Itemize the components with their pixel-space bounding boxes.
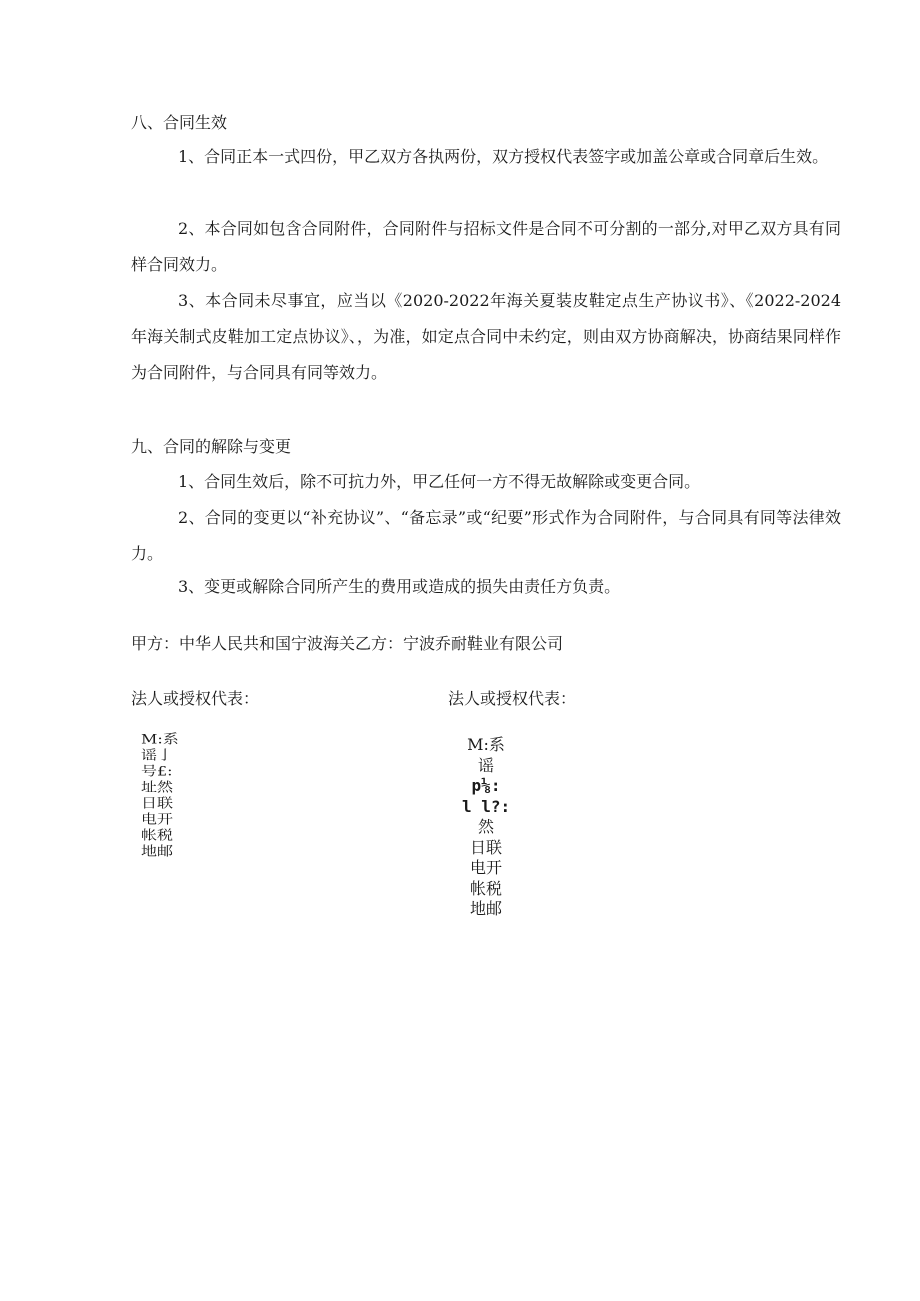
section9-item-1: 1、合同生效后，除不可抗力外，甲乙任何一方不得无故解除或变更合同。 bbox=[178, 472, 701, 491]
party-b-info-line: M:系 bbox=[467, 735, 505, 754]
party-b-info-line: 电开 bbox=[469, 858, 502, 877]
section8-item-2: 2、本合同如包含合同附件，合同附件与招标文件是合同不可分割的一部分,对甲乙双方具有同样合同效力。 bbox=[131, 219, 841, 274]
party-a-info-line: 谣亅 bbox=[141, 747, 174, 763]
section8-item-3: 3、本合同未尽事宜，应当以《2020-2022年海关夏装皮鞋定点生产协议书》、《2022-2024年海关制式皮鞋加工定点协议》、，为准，如定点合同中未约定，则由双方协商解决，协商结果同样作为合同附件，与合同具有同等效力。 bbox=[131, 291, 841, 382]
party-a-info-line: 址然 bbox=[141, 779, 174, 795]
party-a-info-line: M:系 bbox=[141, 731, 179, 747]
party-a-info-line: 号£: bbox=[141, 763, 173, 779]
party-b-representative-label: 法人或授权代表： bbox=[448, 689, 577, 708]
section9-item-2: 2、合同的变更以“补充协议”、“备忘录”或“纪要”形式作为合同附件，与合同具有同等法律效力。 bbox=[131, 508, 841, 563]
party-a-representative-label: 法人或授权代表： bbox=[131, 689, 260, 708]
section9-item-3: 3、变更或解除合同所产生的费用或造成的损失由责任方负责。 bbox=[178, 577, 621, 596]
party-b-info-line: 地邮 bbox=[469, 899, 502, 918]
party-a-info-line: 日联 bbox=[141, 795, 174, 811]
parties-line: 甲方：中华人民共和国宁波海关乙方：宁波乔耐鞋业有限公司 bbox=[131, 634, 564, 653]
section9-title: 九、合同的解除与变更 bbox=[131, 437, 292, 456]
party-b-info-line: 帐税 bbox=[469, 878, 502, 898]
party-b-info-line: 日联 bbox=[469, 837, 502, 857]
party-a-info-line: 电开 bbox=[141, 811, 174, 827]
party-b-info-line: 然 bbox=[477, 817, 494, 836]
party-b-info-line: p⅛: bbox=[471, 776, 501, 795]
party-a-info-line: 地邮 bbox=[141, 843, 174, 859]
party-a-info-line: 帐税 bbox=[141, 827, 174, 843]
party-b-info-line: l l?: bbox=[462, 796, 511, 816]
section8-item-1: 1、合同正本一式四份，甲乙双方各执两份，双方授权代表签字或加盖公章或合同章后生效。 bbox=[178, 147, 829, 166]
party-a-info-block bbox=[141, 733, 179, 861]
party-b-info-block bbox=[462, 735, 510, 920]
section8-title: 八、合同生效 bbox=[131, 113, 228, 132]
party-b-info-line: 谣 bbox=[477, 755, 494, 775]
